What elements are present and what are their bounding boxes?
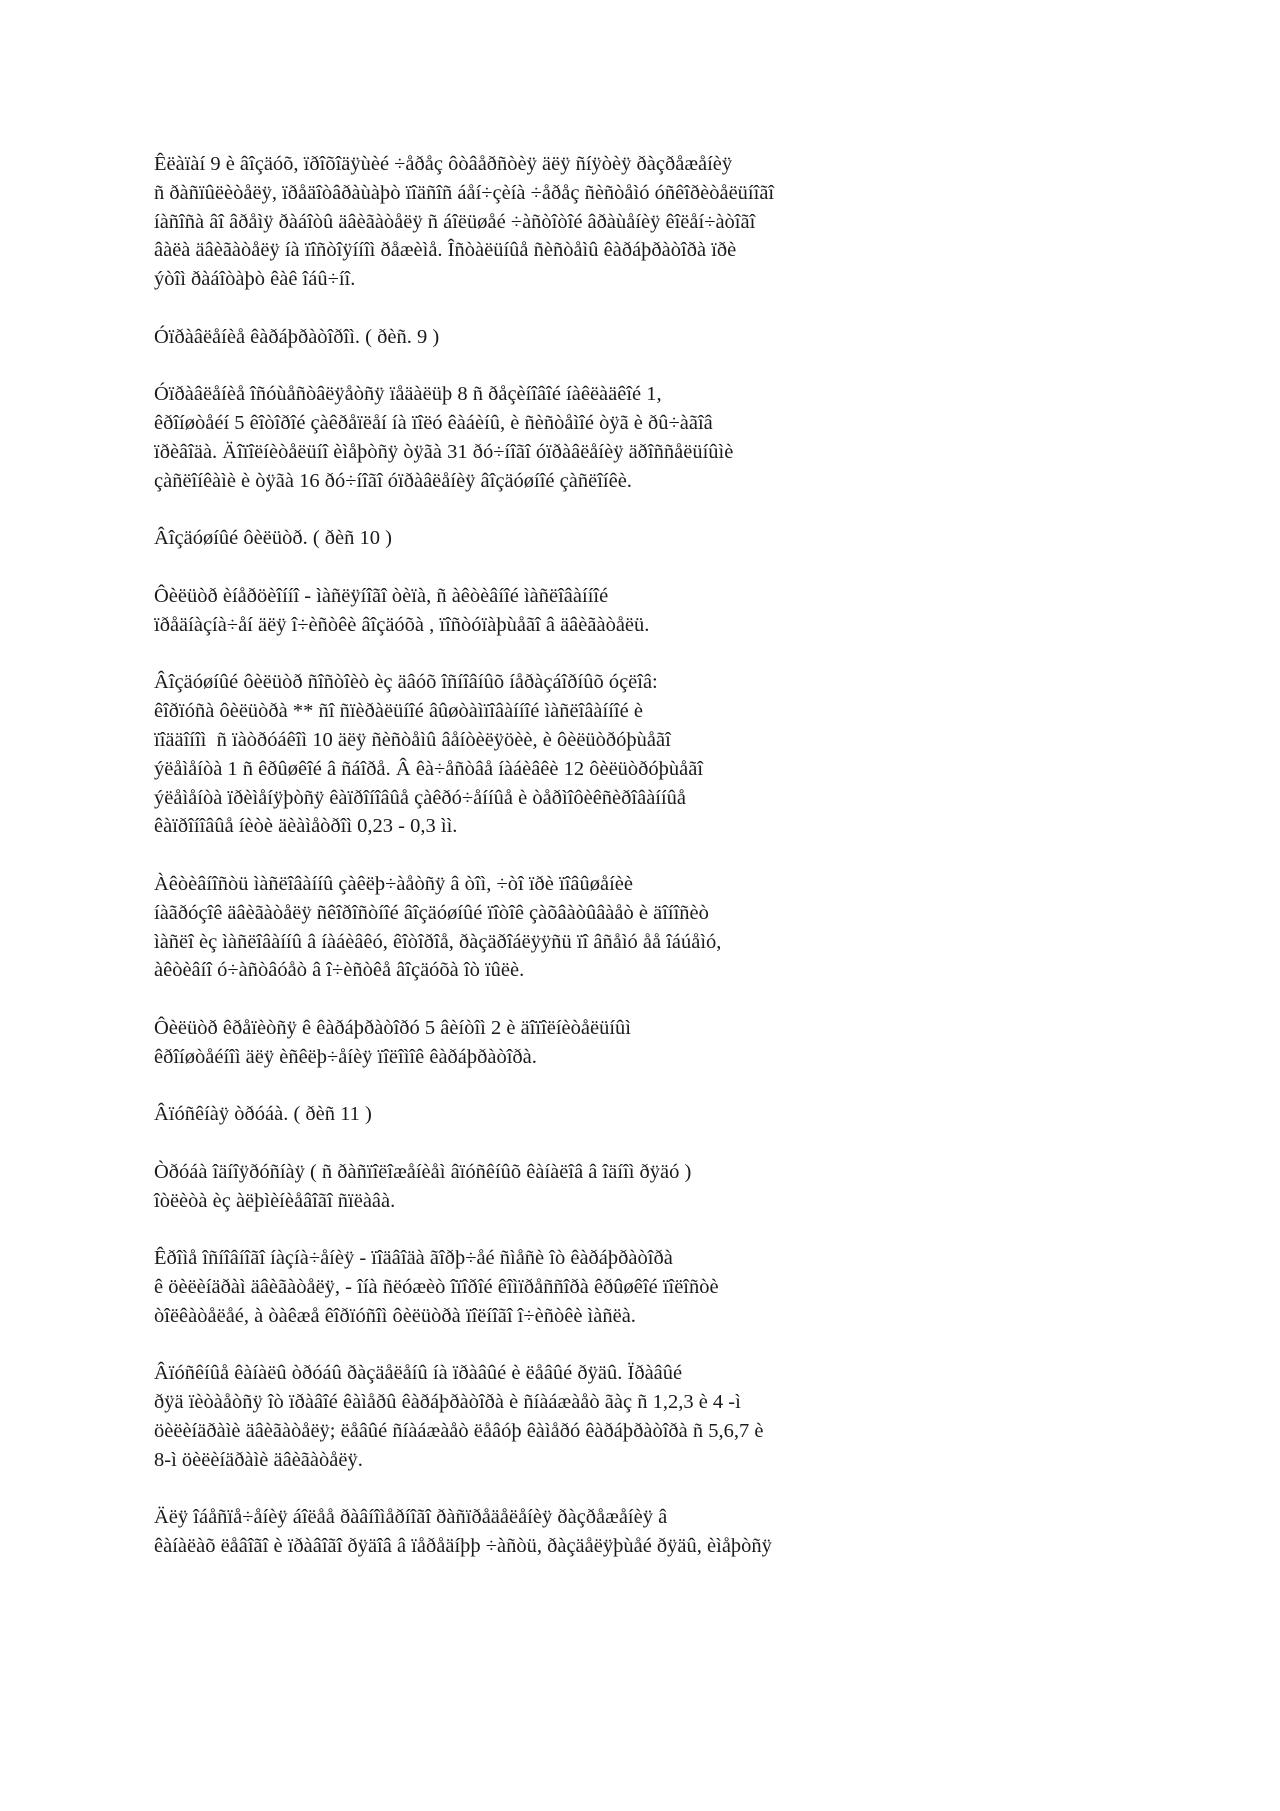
paragraph [154,1244,1054,1330]
text-line: íàãðóçîê äâèãàòåëÿ ñêîðîñòíîé âîçäóøíûé ïîòîê çàõâàòûâàåò è äîíîñèò [154,901,709,924]
text-line: Òðóáà îäíîÿðóñíàÿ ( ñ ðàñïîëîæåíèåì âïóñêíûõ êàíàëîâ â îäíîì ðÿäó ) [154,1160,692,1183]
paragraph [154,1503,1054,1561]
text-line: ïðèâîäà. Äîïîëíèòåëüíî èìåþòñÿ òÿãà 31 ðó÷íîãî óïðàâëåíèÿ äðîññåëüíûìè [154,440,734,463]
paragraph [154,323,1054,352]
text-line: ê öèëèíäðàì äâèãàòåëÿ, - îíà ñëóæèò îïîðîé êîìïðåññîðà êðûøêîé ïîëîñòè [154,1276,719,1299]
paragraph [154,524,1054,553]
text-line: ýòîì ðàáîòàþò êàê îáû÷íî. [154,268,356,291]
text-line: Êðîìå îñíîâíîãî íàçíà÷åíèÿ - ïîäâîäà ãîðþ÷åé ñìåñè îò êàðáþðàòîðà [154,1247,673,1270]
text-line: ýëåìåíòà 1 ñ êðûøêîé â ñáîðå. Â êà÷åñòâå íàáèâêè 12 ôèëüòðóþùåãî [154,757,704,780]
text-line: êðîíøòåéí 5 êîòîðîé çàêðåïëåí íà ïîëó êàáèíû, è ñèñòåìîé òÿã è ðû÷àãîâ [154,412,713,435]
text-line: Äëÿ îáåñïå÷åíèÿ áîëåå ðàâíîìåðíîãî ðàñïðåäåëåíèÿ ðàçðåæåíèÿ â [154,1506,668,1529]
paragraph [154,1100,1054,1129]
paragraph [154,1158,1054,1216]
text-line: öèëèíäðàìè äâèãàòåëÿ; ëåâûé ñíàáæàåò ëåâóþ êàìåðó êàðáþðàòîðà ñ 5,6,7 è [154,1420,764,1443]
text-line: Âïóñêíàÿ òðóáà. ( ðèñ 11 ) [154,1103,372,1126]
text-line: ïðåäíàçíà÷åí äëÿ î÷èñòêè âîçäóõà , ïîñòóïàþùåãî â äâèãàòåëü. [154,613,650,636]
text-line: 8-ì öèëèíäðàìè äâèãàòåëÿ. [154,1448,363,1471]
text-line: çàñëîíêàìè è òÿãà 16 ðó÷íîãî óïðàâëåíèÿ âîçäóøíîé çàñëîíêè. [154,469,632,492]
paragraph [154,668,1054,841]
text-line: ïîääîíîì ñ ïàòðóáêîì 10 äëÿ ñèñòåìû âåíòèëÿöèè, è ôèëüòðóþùåãî [154,728,671,751]
paragraph [154,1014,1054,1072]
text-line: îòëèòà èç àëþìèíèåâîãî ñïëàâà. [154,1189,396,1212]
text-line: Âîçäóøíûé ôèëüòð. ( ðèñ 10 ) [154,527,392,550]
paragraph [154,380,1054,495]
text-line: òîëêàòåëåé, à òàêæå êîðïóñîì ôèëüòðà ïîëíîãî î÷èñòêè ìàñëà. [154,1304,636,1327]
text-line: ìàñëî èç ìàñëîâàííû â íàáèâêó, êîòîðîå, ðàçäðîáëÿÿñü ïî âñåìó åå îáúåìó, [154,930,722,953]
paragraph [154,1359,1054,1474]
text-line: ñ ðàñïûëèòåëÿ, ïðåäîòâðàùàþò ïîäñîñ áåí÷çèíà ÷åðåç ñèñòåìó óñêîðèòåëüíîãî [154,181,775,204]
text-line: Óïðàâëåíèå îñóùåñòâëÿåòñÿ ïåäàëüþ 8 ñ ðåçèíîâîé íàêëàäêîé 1, [154,383,662,406]
text-line: Âîçäóøíûé ôèëüòð ñîñòîèò èç äâóõ îñíîâíûõ íåðàçáîðíûõ óçëîâ: [154,671,658,694]
text-line: íàñîñà âî âðåìÿ ðàáîòû äâèãàòåëÿ ñ áîëüøåé ÷àñòîòîé âðàùåíèÿ êîëåí÷àòîãî [154,210,756,233]
text-line: êðîíøòåéíîì äëÿ èñêëþ÷åíèÿ ïîëîìîê êàðáþðàòîðà. [154,1045,537,1068]
text-line: Âïóñêíûå êàíàëû òðóáû ðàçäåëåíû íà ïðàâûé è ëåâûé ðÿäû. Ïðàâûé [154,1362,683,1385]
text-line: âàëà äâèãàòåëÿ íà ïîñòîÿííîì ðåæèìå. Îñòàëüíûå ñèñòåìû êàðáþðàòîðà ïðè [154,239,737,262]
text-line: Ôèëüòð èíåðöèîííî - ìàñëÿíîãî òèïà, ñ àêòèâíîé ìàñëîâàííîé [154,584,609,607]
text-line: êîðïóñà ôèëüòðà ** ñî ñïèðàëüíîé âûøòàìïîâàííîé ìàñëîâàííîé è [154,700,643,723]
paragraph [154,582,1054,640]
text-line: ýëåìåíòà ïðèìåíÿþòñÿ êàïðîíîâûå çàêðó÷åííûå è òåðìîôèêñèðîâàííûå [154,786,687,809]
text-line: àêòèâíî ó÷àñòâóåò â î÷èñòêå âîçäóõà îò ïûëè. [154,959,525,982]
text-line: Ôèëüòð êðåïèòñÿ ê êàðáþðàòîðó 5 âèíòîì 2 è äîïîëíèòåëüíûì [154,1016,631,1039]
text-line: Àêòèâíîñòü ìàñëîâàííû çàêëþ÷àåòñÿ â òîì, ÷òî ïðè ïîâûøåíèè [154,872,633,895]
text-line: Êëàïàí 9 è âîçäóõ, ïðîõîäÿùèé ÷åðåç ôòâåðñòèÿ äëÿ ñíÿòèÿ ðàçðåæåíèÿ [154,153,733,175]
text-line: ðÿä ïèòàåòñÿ îò ïðàâîé êàìåðû êàðáþðàòîðà è ñíàáæàåò ãàç ñ 1,2,3 è 4 -ì [154,1391,741,1414]
text-line: Óïðàâëåíèå êàðáþðàòîðîì. ( ðèñ. 9 ) [154,325,440,348]
paragraph [154,870,1054,985]
text-line: êàïðîíîâûå íèòè äèàìåòðîì 0,23 - 0,3 ìì. [154,815,458,838]
paragraph [154,150,1054,294]
document-body [154,150,1054,1590]
text-line: êàíàëàõ ëåâîãî è ïðàâîãî ðÿäîâ â ïåðåäíþþ ÷àñòü, ðàçäåëÿþùåé ðÿäû, èìåþòñÿ [154,1535,772,1558]
